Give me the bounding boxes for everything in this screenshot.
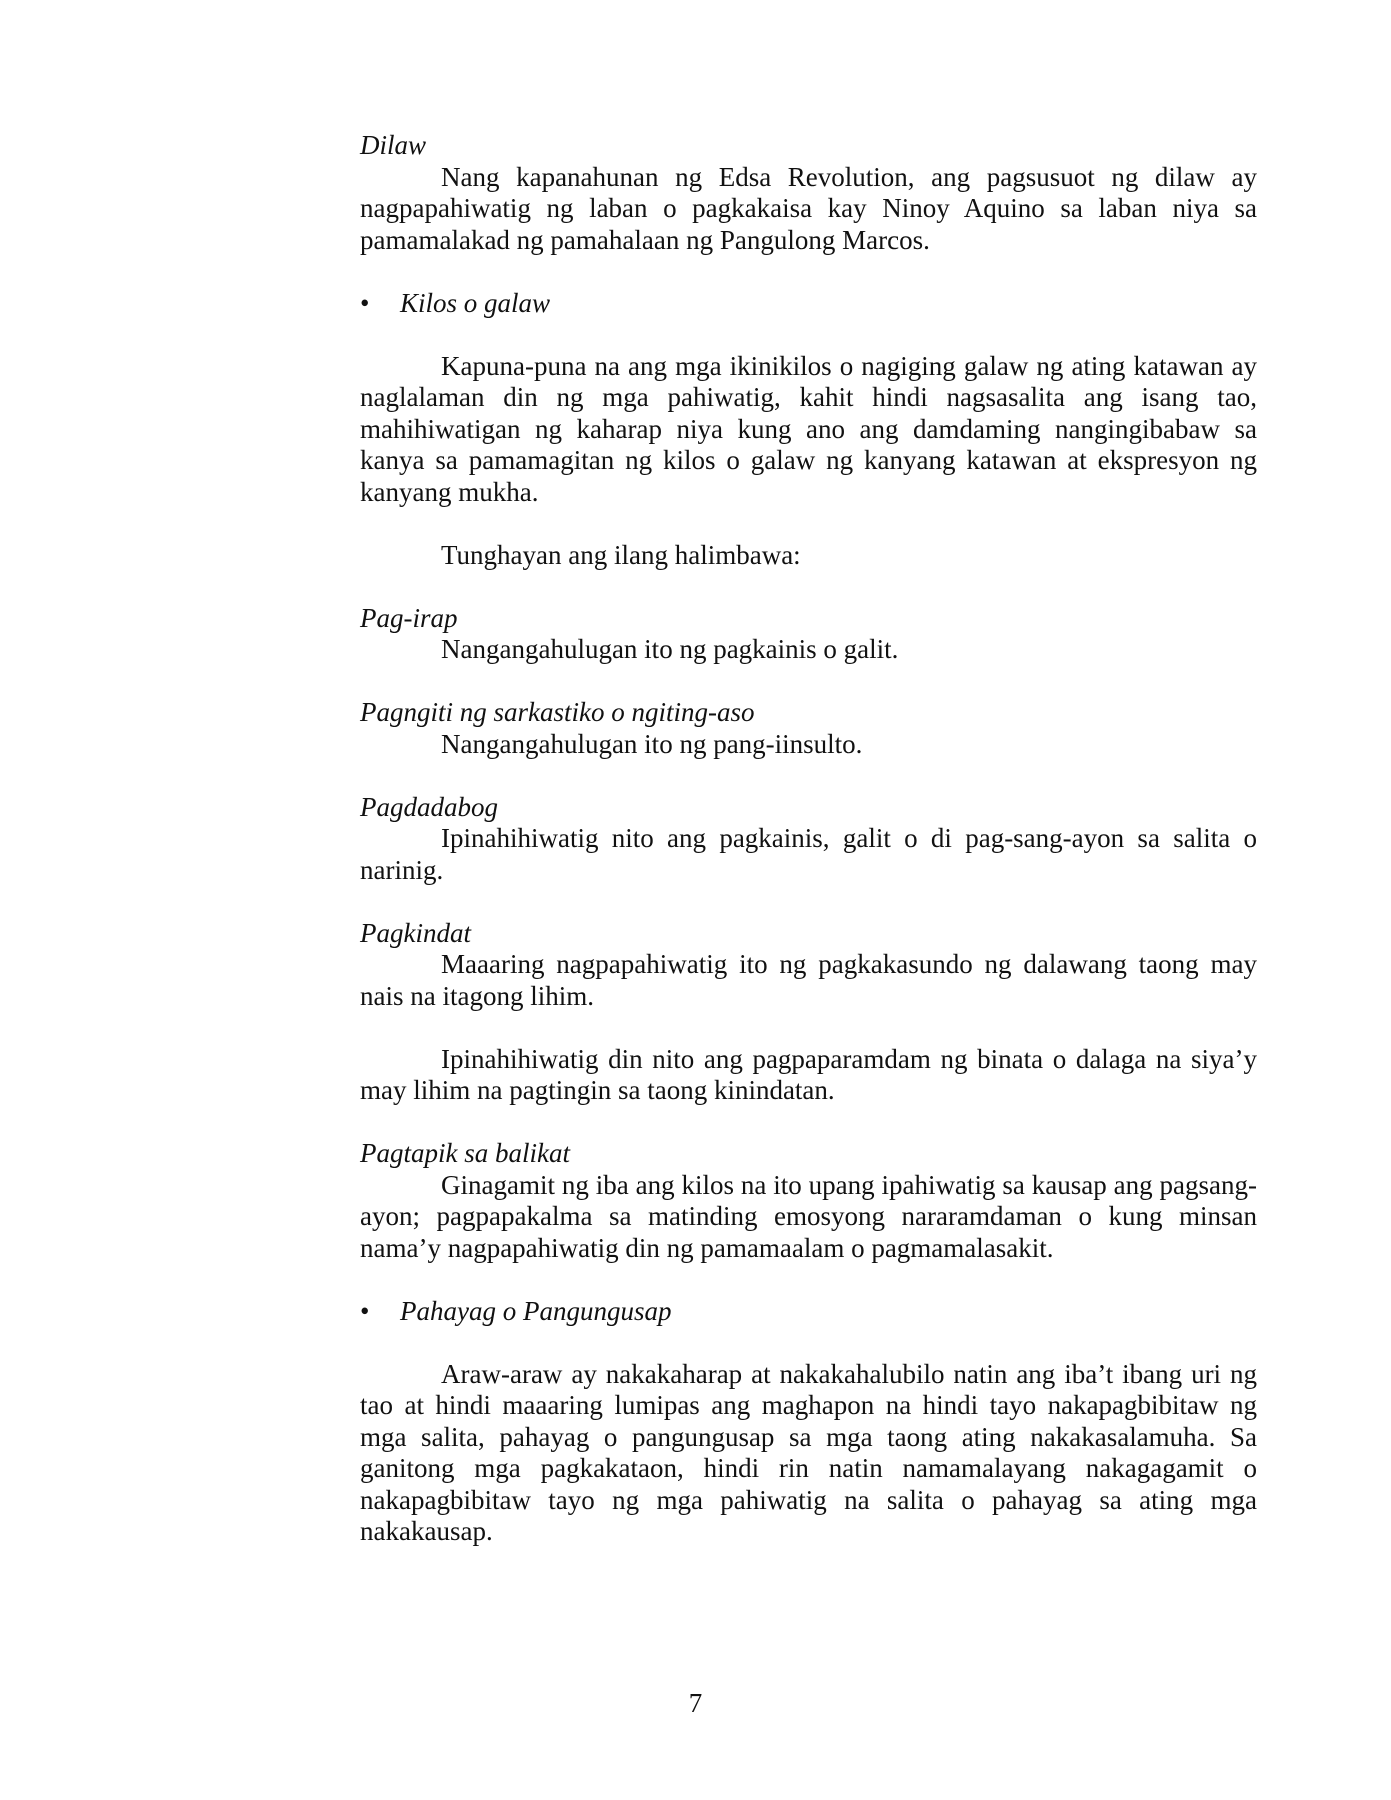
term-pagtapik: Pagtapik sa balikat: [360, 1138, 570, 1168]
definition-pag-irap: Nangangahulugan ito ng pagkainis o galit.: [441, 634, 899, 664]
page-number: 7: [688, 1688, 703, 1718]
paragraph-examples-lead: Tunghayan ang ilang halimbawa:: [441, 539, 801, 570]
bullet-heading-pahayag: [360, 1296, 1257, 1328]
bullet-icon: •: [360, 1295, 370, 1326]
definition-pagkindat-extra: Ipinahihiwatig din nito ang pagpaparamdam ng binata o dalaga na siya’y may lihim na pagtingin sa taong kinindatan.: [360, 1043, 1257, 1105]
term-pagkindat: Pagkindat: [360, 917, 471, 948]
bullet-heading-kilos: [360, 288, 1257, 320]
term-dilaw: Dilaw: [360, 130, 427, 160]
definition-dilaw: Nang kapanahunan ng Edsa Revolution, ang pagsusuot ng dilaw ay nagpapahiwatig ng laban o pagkakaisa kay Ninoy Aquino sa laban niya sa pamamalakad ng pamahalaan ng Pangulong Marcos.: [360, 161, 1257, 255]
term-pag-irap: Pag-irap: [360, 602, 458, 633]
bullet-icon: •: [360, 287, 370, 318]
paragraph-kilos-intro: Kapuna-puna na ang mga ikinikilos o nagiging galaw ng ating katawan ay naglalaman din ng mga pahiwatig, kahit hindi nagsasalita ang isang tao, mahihiwatigan ng kaharap niya kung ano ang damdaming nangingibabaw sa kanya sa pamamagitan ng kilos o galaw ng kanyang katawan at ekspresyon ng kanyang mukha.: [360, 350, 1257, 507]
definition-pagdadabog: Ipinahihiwatig nito ang pagkainis, galit o di pag-sang-ayon sa salita o narinig.: [360, 823, 1257, 885]
heading-kilos-o-galaw: Kilos o galaw: [400, 287, 551, 318]
term-pagngiti: Pagngiti ng sarkastiko o ngiting-aso: [360, 697, 755, 727]
paragraph-pahayag: Araw-araw ay nakakaharap at nakakahalubilo natin ang iba’t ibang uri ng tao at hindi maaaring lumipas ang maghapon na hindi tayo nakapagbibitaw ng mga salita, pahayag o pangungusap sa mga taong ating nakakasalamuha. Sa ganitong mga pagkakataon, hindi rin natin namamalayang nakagagamit o nakapagbibitaw tayo ng mga pahiwatig na salita o pahayag sa ating mga nakakausap.: [360, 1358, 1257, 1546]
definition-pagkindat: Maaaring nagpapahiwatig ito ng pagkakasundo ng dalawang taong may nais na itagong lihim.: [360, 949, 1257, 1011]
definition-pagtapik: Ginagamit ng iba ang kilos na ito upang ipahiwatig sa kausap ang pagsang-ayon; pagpapakalma sa matinding emosyong nararamdaman o kung minsan nama’y nagpapahiwatig din ng pamamaalam o pagmamalasakit.: [360, 1169, 1257, 1263]
document-page: [360, 130, 1257, 1548]
heading-pahayag-o-pangungusap: Pahayag o Pangungusap: [400, 1295, 672, 1326]
definition-pagngiti: Nangangahulugan ito ng pang-iinsulto.: [441, 728, 863, 759]
term-pagdadabog: Pagdadabog: [360, 791, 498, 822]
